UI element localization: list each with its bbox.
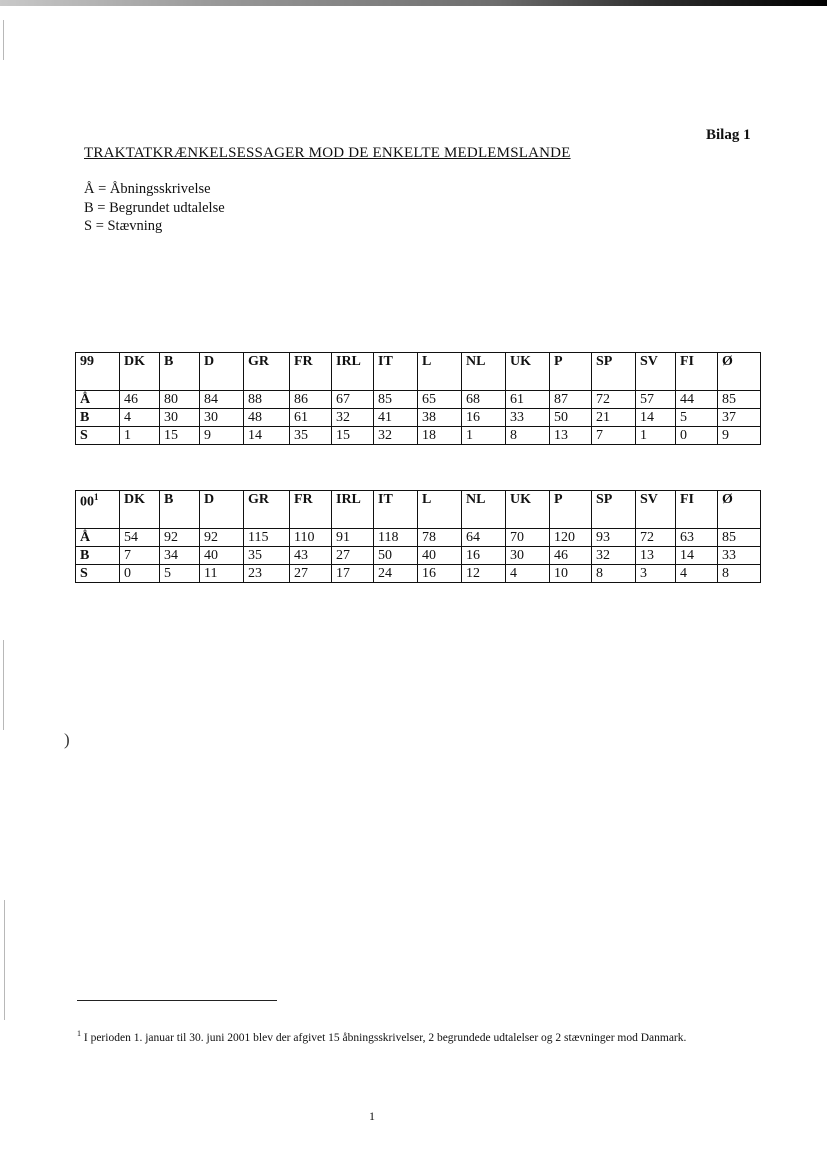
table-cell: 87 [550, 391, 592, 409]
table-cell: 9 [718, 427, 761, 445]
country-header: P [550, 353, 592, 391]
country-header: IRL [332, 491, 374, 529]
table-cell: 40 [200, 547, 244, 565]
table-row [76, 409, 761, 427]
country-header: Ø [718, 353, 761, 391]
footnote [77, 1026, 687, 1046]
table-cell: 85 [718, 529, 761, 547]
country-header: Ø [718, 491, 761, 529]
country-header: P [550, 491, 592, 529]
table-cell: 85 [374, 391, 418, 409]
table-cell: 33 [718, 547, 761, 565]
table-cell: 7 [592, 427, 636, 445]
table-row [76, 391, 761, 409]
left-margin-mark [3, 20, 4, 60]
table-cell: 5 [160, 565, 200, 583]
table-cell: 32 [374, 427, 418, 445]
row-label: B [76, 409, 120, 427]
legend-item: Å = Åbningsskrivelse [84, 181, 211, 197]
table-cell: 35 [290, 427, 332, 445]
table-cell: 72 [592, 391, 636, 409]
country-header: SV [636, 353, 676, 391]
year-cell [76, 353, 120, 391]
appendix-label: Bilag 1 [706, 127, 751, 143]
table-cell: 46 [120, 391, 160, 409]
table-cell: 9 [200, 427, 244, 445]
table-cell: 4 [506, 565, 550, 583]
table-cell: 85 [718, 391, 761, 409]
left-margin-mark [3, 640, 4, 730]
row-label: B [76, 547, 120, 565]
table-cell: 67 [332, 391, 374, 409]
table-cell: 32 [332, 409, 374, 427]
table-cell: 118 [374, 529, 418, 547]
stray-parenthesis: ) [64, 730, 70, 749]
row-label: S [76, 427, 120, 445]
table-cell: 8 [718, 565, 761, 583]
page-title: TRAKTATKRÆNKELSESSAGER MOD DE ENKELTE MEDLEMSLANDE [84, 145, 571, 161]
row-label: Å [76, 391, 120, 409]
table-cell: 27 [332, 547, 374, 565]
table-cell: 65 [418, 391, 462, 409]
country-header: L [418, 491, 462, 529]
table-cell: 68 [462, 391, 506, 409]
infringement-table-00 [75, 490, 761, 583]
year-cell [76, 491, 120, 529]
table-cell: 14 [636, 409, 676, 427]
footnote-divider [77, 1000, 277, 1001]
table-row [76, 547, 761, 565]
footnote-ref: 1 [94, 492, 99, 502]
table-cell: 16 [418, 565, 462, 583]
table-cell: 61 [506, 391, 550, 409]
page-top-edge [0, 0, 827, 6]
footnote-ref: 1 [77, 1029, 81, 1038]
country-header: SP [592, 491, 636, 529]
table-cell: 8 [506, 427, 550, 445]
country-header: UK [506, 491, 550, 529]
table-row [76, 529, 761, 547]
infringement-table-99 [75, 352, 761, 445]
country-header: D [200, 353, 244, 391]
table-cell: 4 [676, 565, 718, 583]
country-header: DK [120, 353, 160, 391]
table-cell: 7 [120, 547, 160, 565]
table-cell: 0 [676, 427, 718, 445]
table-cell: 16 [462, 409, 506, 427]
table-row [76, 427, 761, 445]
table-cell: 11 [200, 565, 244, 583]
table-cell: 14 [676, 547, 718, 565]
table-cell: 30 [160, 409, 200, 427]
table-cell: 33 [506, 409, 550, 427]
country-header: GR [244, 491, 290, 529]
table-cell: 1 [120, 427, 160, 445]
table-cell: 8 [592, 565, 636, 583]
table-cell: 1 [462, 427, 506, 445]
country-header: NL [462, 353, 506, 391]
page-number: 1 [369, 1109, 375, 1123]
table-cell: 63 [676, 529, 718, 547]
country-header: FR [290, 353, 332, 391]
table-cell: 92 [160, 529, 200, 547]
table-cell: 70 [506, 529, 550, 547]
country-header: DK [120, 491, 160, 529]
table-cell: 30 [200, 409, 244, 427]
table-cell: 10 [550, 565, 592, 583]
table-cell: 0 [120, 565, 160, 583]
table-cell: 18 [418, 427, 462, 445]
country-header: IT [374, 491, 418, 529]
table-cell: 15 [160, 427, 200, 445]
table-cell: 40 [418, 547, 462, 565]
country-header: NL [462, 491, 506, 529]
table-cell: 13 [636, 547, 676, 565]
table-cell: 5 [676, 409, 718, 427]
legend [84, 180, 225, 236]
country-header: FI [676, 491, 718, 529]
table-row [76, 565, 761, 583]
table-cell: 78 [418, 529, 462, 547]
table-cell: 24 [374, 565, 418, 583]
table-cell: 35 [244, 547, 290, 565]
table-cell: 16 [462, 547, 506, 565]
table-cell: 50 [550, 409, 592, 427]
table-cell: 12 [462, 565, 506, 583]
legend-item: S = Stævning [84, 218, 163, 234]
country-header: IRL [332, 353, 374, 391]
table-cell: 1 [636, 427, 676, 445]
table-cell: 48 [244, 409, 290, 427]
table-cell: 4 [120, 409, 160, 427]
country-header: SP [592, 353, 636, 391]
table-cell: 44 [676, 391, 718, 409]
table-cell: 64 [462, 529, 506, 547]
table-cell: 43 [290, 547, 332, 565]
country-header: UK [506, 353, 550, 391]
country-header: IT [374, 353, 418, 391]
table-cell: 17 [332, 565, 374, 583]
table-cell: 27 [290, 565, 332, 583]
table-cell: 110 [290, 529, 332, 547]
table-cell: 21 [592, 409, 636, 427]
table-cell: 115 [244, 529, 290, 547]
table-cell: 37 [718, 409, 761, 427]
table-cell: 84 [200, 391, 244, 409]
footnote-text: I perioden 1. januar til 30. juni 2001 blev der afgivet 15 åbningsskrivelser, 2 begrundede udtalelser og 2 stævninger mod Danmark. [83, 1031, 687, 1044]
table-cell: 34 [160, 547, 200, 565]
table-cell: 14 [244, 427, 290, 445]
table-cell: 88 [244, 391, 290, 409]
table-cell: 72 [636, 529, 676, 547]
row-label: S [76, 565, 120, 583]
table-cell: 57 [636, 391, 676, 409]
country-header: GR [244, 353, 290, 391]
table-cell: 50 [374, 547, 418, 565]
table-cell: 23 [244, 565, 290, 583]
country-header: FR [290, 491, 332, 529]
table-cell: 3 [636, 565, 676, 583]
table-cell: 32 [592, 547, 636, 565]
table-cell: 61 [290, 409, 332, 427]
year-label: 99 [80, 354, 94, 369]
table-cell: 15 [332, 427, 374, 445]
country-header: SV [636, 491, 676, 529]
legend-item: B = Begrundet udtalelse [84, 199, 225, 216]
table-cell: 91 [332, 529, 374, 547]
table-cell: 54 [120, 529, 160, 547]
left-margin-mark [4, 900, 5, 1020]
table-cell: 86 [290, 391, 332, 409]
country-header: L [418, 353, 462, 391]
country-header: B [160, 353, 200, 391]
table-cell: 30 [506, 547, 550, 565]
country-header: B [160, 491, 200, 529]
table-cell: 38 [418, 409, 462, 427]
table-header-row [76, 491, 761, 529]
year-label: 00 [80, 494, 94, 510]
table-header-row [76, 353, 761, 391]
table-cell: 46 [550, 547, 592, 565]
table-cell: 120 [550, 529, 592, 547]
row-label: Å [76, 529, 120, 547]
table-cell: 93 [592, 529, 636, 547]
table-cell: 41 [374, 409, 418, 427]
table-cell: 13 [550, 427, 592, 445]
table-cell: 80 [160, 391, 200, 409]
country-header: D [200, 491, 244, 529]
country-header: FI [676, 353, 718, 391]
table-cell: 92 [200, 529, 244, 547]
